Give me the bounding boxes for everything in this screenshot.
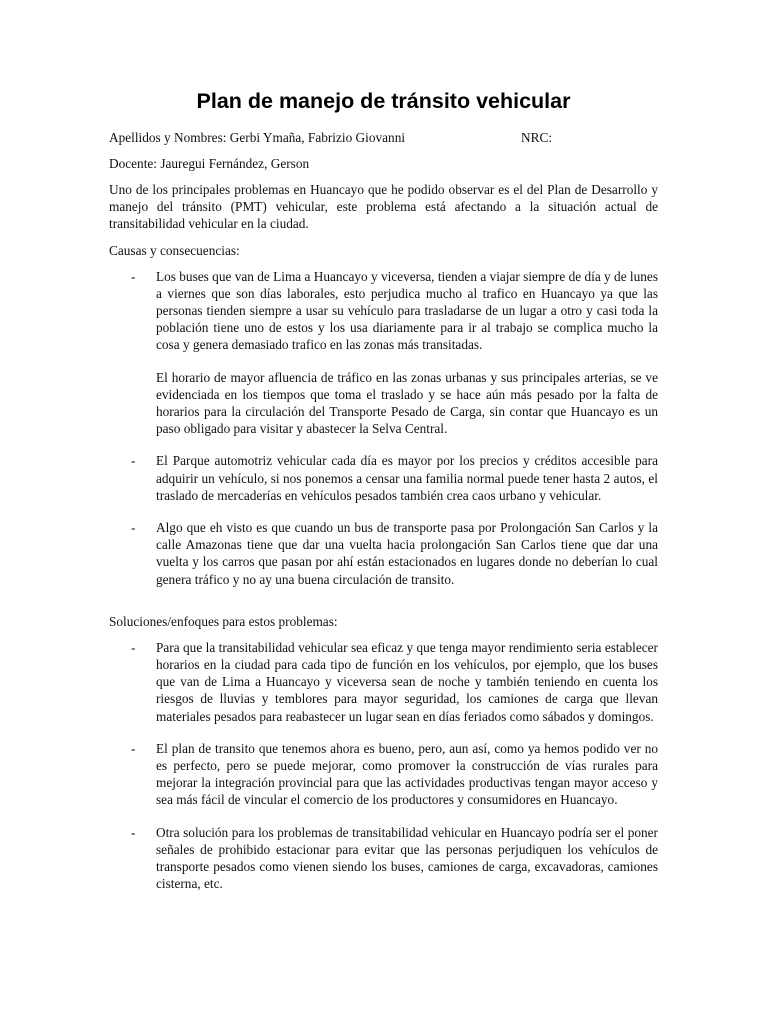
causes-list xyxy=(109,268,658,588)
list-item xyxy=(109,824,658,893)
document-title: Plan de manejo de tránsito vehicular xyxy=(196,89,571,113)
student-name: Apellidos y Nombres: Gerbi Ymaña, Fabrizio Giovanni xyxy=(109,130,406,145)
list-item xyxy=(109,452,658,504)
teacher-line: Docente: Jauregui Fernández, Gerson xyxy=(109,156,310,171)
section-spacer xyxy=(109,603,658,613)
cause-1-paragraph-2: El horario de mayor afluencia de tráfico en las zonas urbanas y sus principales arterias, se ve evidenciada en los tiempos que toma el traslado y se hace aún más pesado por la falta de horarios para la circulación del Transporte Pesado de Carga, sin contar que Huancayo es un paso obligado para visitar y abastecer la Selva Central. xyxy=(156,369,658,437)
list-item xyxy=(109,740,658,809)
student-name-line xyxy=(109,129,658,146)
document-page xyxy=(109,86,658,908)
cause-1-paragraph-1: Los buses que van de Lima a Huancayo y viceversa, tienden a viajar siempre de día y de lunes a viernes que son días laborales, esto perjudica mucho al trafico en Huancayo ya que las personas tienden siempre a usar su vehículo para trasladarse de un lugar a otro y casi toda la población tiene uno de estos y los usa diariamente para ir al trabajo se complica mucho la cosa y genera demasiado trafico en las zonas más transitadas. xyxy=(156,268,658,353)
list-item xyxy=(109,639,658,725)
list-item xyxy=(109,268,658,438)
bullet-dash: - xyxy=(131,740,136,756)
cause-2-paragraph: El Parque automotriz vehicular cada día es mayor por los precios y créditos accesible para adquirir un vehículo, si nos ponemos a censar una familia normal puede tener hasta 2 autos, el traslado de mercaderías en vehículos pesados también crea caos urbano y vehicular. xyxy=(156,453,658,503)
list-item xyxy=(109,519,658,588)
nrc-label: NRC: xyxy=(521,130,553,145)
intro-paragraph: Uno de los principales problemas en Huancayo que he podido observar es el del Plan de Desarrollo y manejo del tránsito (PMT) vehicular, este problema está afectando a la situación actual de transitabilidad vehicular en la ciudad. xyxy=(109,182,658,232)
bullet-dash: - xyxy=(131,520,136,536)
solution-1-paragraph: Para que la transitabilidad vehicular sea eficaz y que tenga mayor rendimiento seria establecer horarios en la ciudad para cada tipo de función en los vehículos, por ejemplo, que los buses que van de Lima a Huancayo y viceversa sean de noche y también teniendo en cuenta los riesgos de lluvias y temblores para mayor seguridad, los camiones de carga que llevan materiales pesados para reabastecer un lugar sean en días feriados como sábados y domingos. xyxy=(156,639,658,724)
bullet-dash: - xyxy=(131,453,136,469)
cause-3-paragraph: Algo que eh visto es que cuando un bus de transporte pasa por Prolongación San Carlos y la calle Amazonas tiene que dar una vuelta hacia prolongación San Carlos tiene que dar una vuelta y los carros que pasan por ahí están estacionados en lugares donde no deberían lo cual genera tráfico y no ay una buena circulación de transito. xyxy=(156,520,658,587)
solution-2-paragraph: El plan de transito que tenemos ahora es bueno, pero, aun así, como ya hemos podido ver no es perfecto, pero se puede mejorar, como promover la construcción de vías rurales para mejorar la integración provincial para que las actividades productivas tengan mayor acceso y sea más fácil de vincular el comercio de los productores y consumidores en Huancayo. xyxy=(156,740,658,808)
solution-3-paragraph: Otra solución para los problemas de transitabilidad vehicular en Huancayo podría ser el poner señales de prohibido estacionar para evitar que las personas perjudiquen los vehículos de transporte pesados como vienen siendo los buses, camiones de carga, excavadoras, camiones cisterna, etc. xyxy=(156,824,658,892)
solutions-list xyxy=(109,639,658,893)
bullet-dash: - xyxy=(131,639,136,655)
solutions-heading: Soluciones/enfoques para estos problemas: xyxy=(109,613,338,629)
bullet-dash: - xyxy=(131,824,136,840)
causes-heading: Causas y consecuencias: xyxy=(109,242,240,258)
bullet-dash: - xyxy=(131,268,136,284)
